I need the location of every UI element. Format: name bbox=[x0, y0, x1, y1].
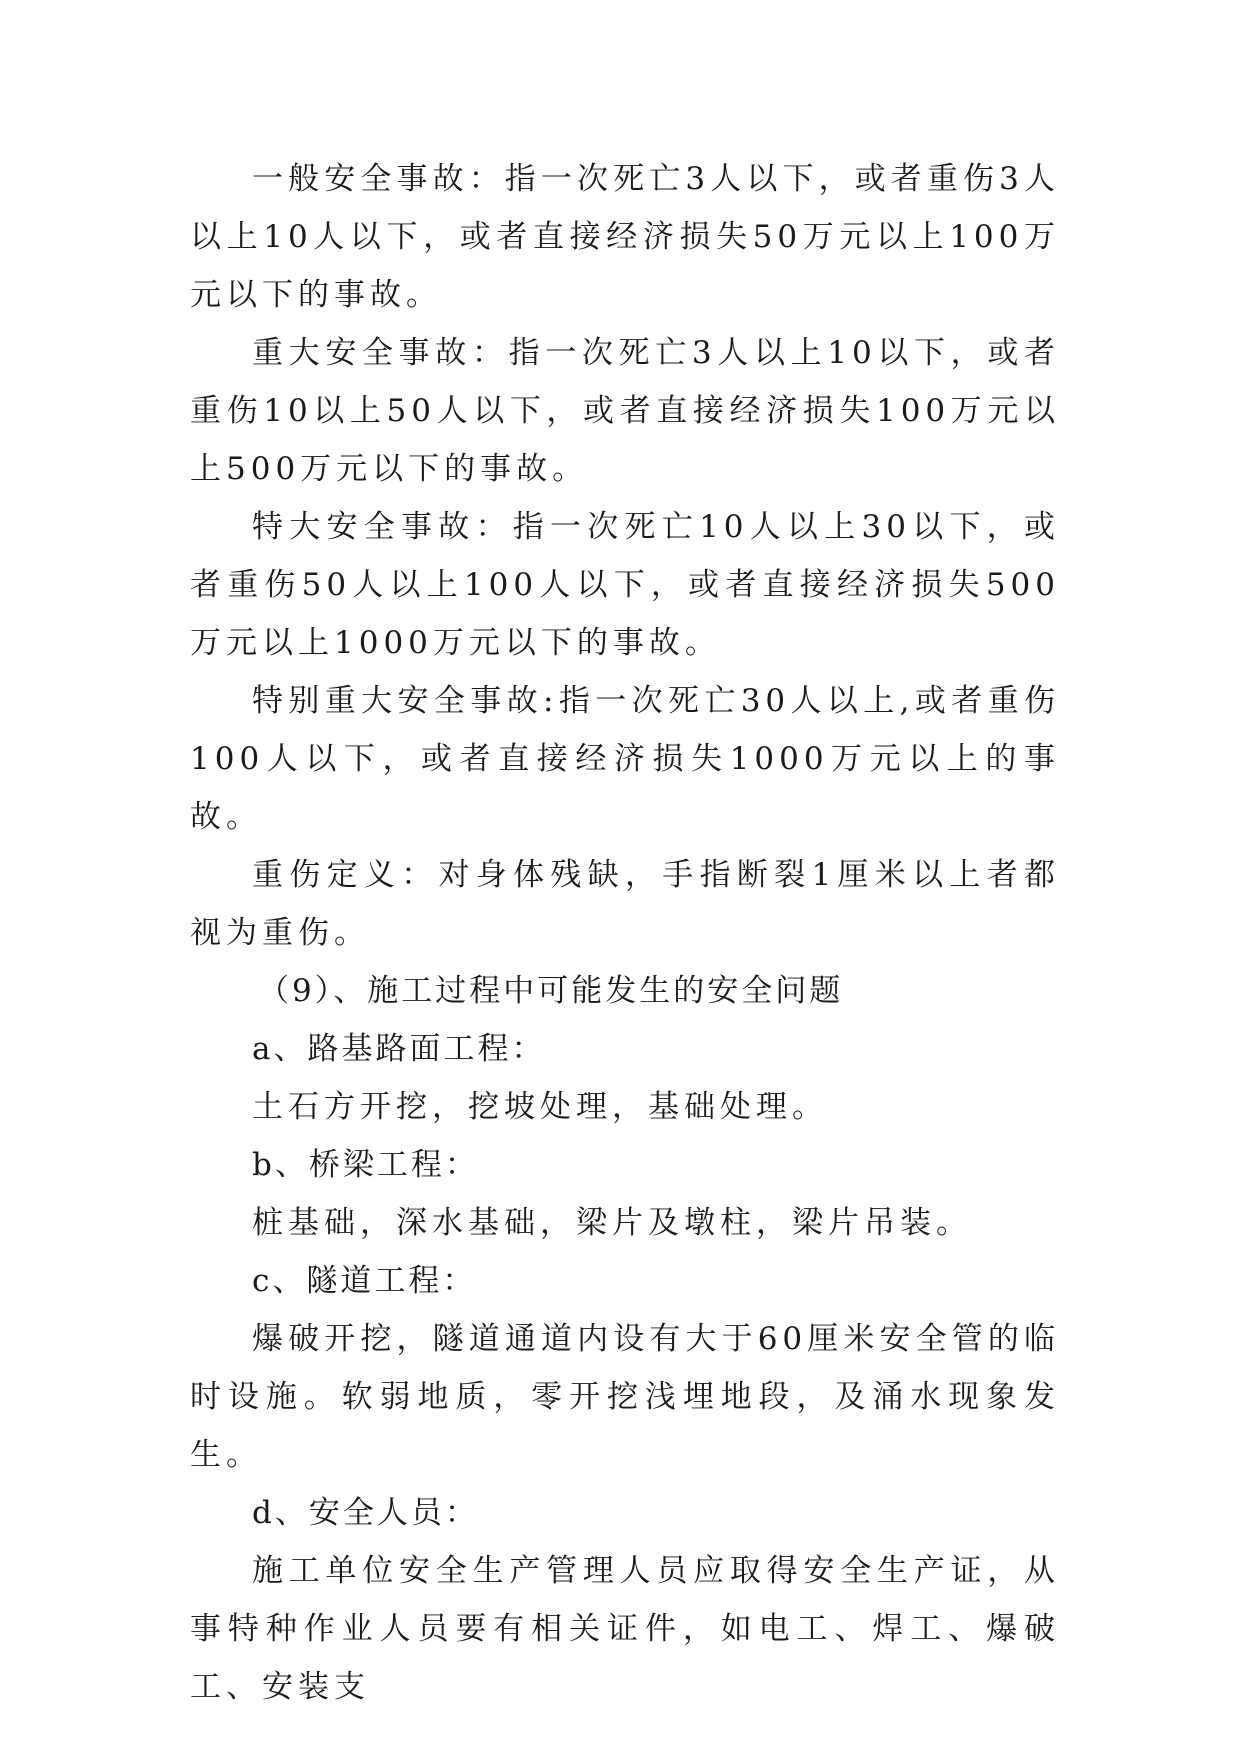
paragraph-especially-serious-accident: 特别重大安全事故:指一次死亡30人以上,或者重伤100人以下，或者直接经济损失1000万元以上的事故。 bbox=[190, 683, 1060, 835]
subsection-d-title: d、安全人员： bbox=[252, 1495, 479, 1531]
subsection-b-title: b、桥梁工程： bbox=[252, 1147, 479, 1183]
paragraph-serious-accident: 特大安全事故：指一次死亡10人以上30以下，或者重伤50人以上100人以下，或者直接经济损失500万元以上1000万元以下的事故。 bbox=[190, 509, 1060, 661]
document-page bbox=[190, 150, 1060, 1716]
subsection-d-body: 施工单位安全生产管理人员应取得安全生产证，从事特种作业人员要有相关证件，如电工、焊工、爆破工、安装支 bbox=[190, 1553, 1060, 1705]
subsection-c-body: 爆破开挖，隧道通道内设有大于60厘米安全管的临时设施。软弱地质，零开挖浅埋地段，及涌水现象发生。 bbox=[190, 1321, 1060, 1473]
section-heading: （9）、施工过程中可能发生的安全问题 bbox=[258, 973, 844, 1009]
subsection-b-body: 桩基础，深水基础，梁片及墩柱，梁片吊装。 bbox=[252, 1205, 972, 1241]
subsection-a-title: a、路基路面工程： bbox=[252, 1031, 546, 1067]
paragraph-serious-injury-definition: 重伤定义：对身体残缺，手指断裂1厘米以上者都视为重伤。 bbox=[190, 857, 1060, 951]
subsection-a-body: 土石方开挖，挖坡处理，基础处理。 bbox=[252, 1089, 828, 1125]
subsection-c-title: c、隧道工程： bbox=[252, 1263, 477, 1299]
paragraph-general-accident: 一般安全事故：指一次死亡3人以下，或者重伤3人以上10人以下，或者直接经济损失50万元以上100万元以下的事故。 bbox=[190, 161, 1060, 313]
paragraph-major-accident: 重大安全事故：指一次死亡3人以上10以下，或者重伤10以上50人以下，或者直接经济损失100万元以上500万元以下的事故。 bbox=[190, 335, 1060, 487]
